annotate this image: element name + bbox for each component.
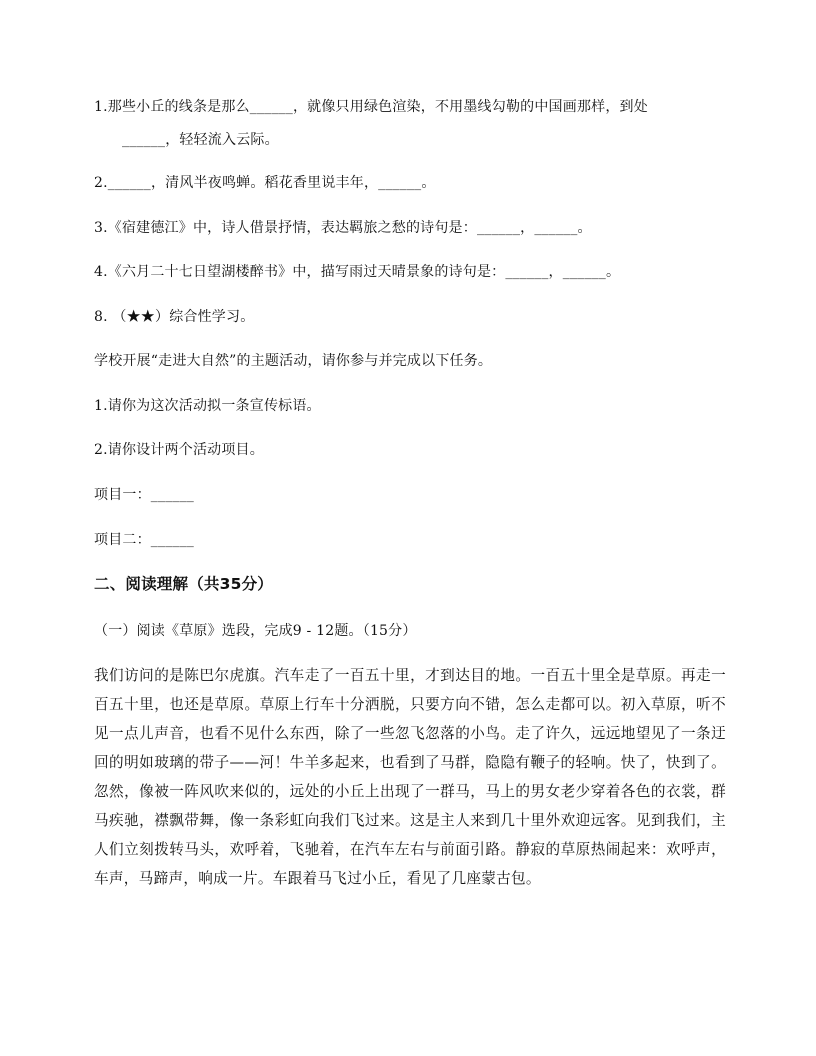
- fill-blank-item-4: 4.《六月二十七日望湖楼醉书》中，描写雨过天晴景象的诗句是：______，______。: [94, 264, 621, 280]
- section-2-heading: 二、阅读理解（共35分）: [94, 575, 273, 593]
- fill-blank-item-3: 3.《宿建德江》中，诗人借景抒情，表达羁旅之愁的诗句是：______，______。: [94, 220, 592, 236]
- reading-passage: 我们访问的是陈巴尔虎旗。汽车走了一百五十里，才到达目的地。一百五十里全是草原。再走一百五十里，也还是草原。草原上行车十分洒脱，只要方向不错，怎么走都可以。初入草原，听不见一点儿声音，也看不见什么东西，除了一些忽飞忽落的小鸟。走了许久，远远地望见了一条迂回的明如玻璃的带子——河！牛羊多起来，也看到了马群，隐隐有鞭子的轻响。快了，快到了。忽然，像被一阵风吹来似的，远处的小丘上出现了一群马，马上的男女老少穿着各色的衣裳，群马疾驰，襟飘带舞，像一条彩虹向我们飞过来。这是主人来到几十里外欢迎远客。见到我们，主人们立刻拨转马头，欢呼着，飞驰着，在汽车左右与前面引路。静寂的草原热闹起来：欢呼声，车声，马蹄声，响成一片。车跟着马飞过小丘，看见了几座蒙古包。: [94, 667, 726, 887]
- question-8-task-2: 2.请你设计两个活动项目。: [94, 442, 264, 458]
- fill-blank-item-2: 2.______，清风半夜鸣蝉。稻花香里说丰年，______。: [94, 175, 436, 191]
- question-8-intro: 学校开展“走进大自然”的主题活动，请你参与并完成以下任务。: [94, 353, 493, 369]
- fill-blank-item-1-line-2: ______，轻轻流入云际。: [122, 132, 279, 148]
- reading-1-subheading: （一）阅读《草原》选段，完成9 - 12题。（15分）: [94, 623, 417, 639]
- project-one-blank: 项目一：______: [94, 487, 194, 503]
- project-two-blank: 项目二：______: [94, 532, 194, 548]
- question-8-title: 8. （★★）综合性学习。: [94, 309, 255, 325]
- question-8-task-1: 1.请你为这次活动拟一条宣传标语。: [94, 398, 321, 414]
- fill-blank-item-1-line-1: 1.那些小丘的线条是那么______，就像只用绿色渲染，不用墨线勾勒的中国画那样，到处: [94, 99, 648, 115]
